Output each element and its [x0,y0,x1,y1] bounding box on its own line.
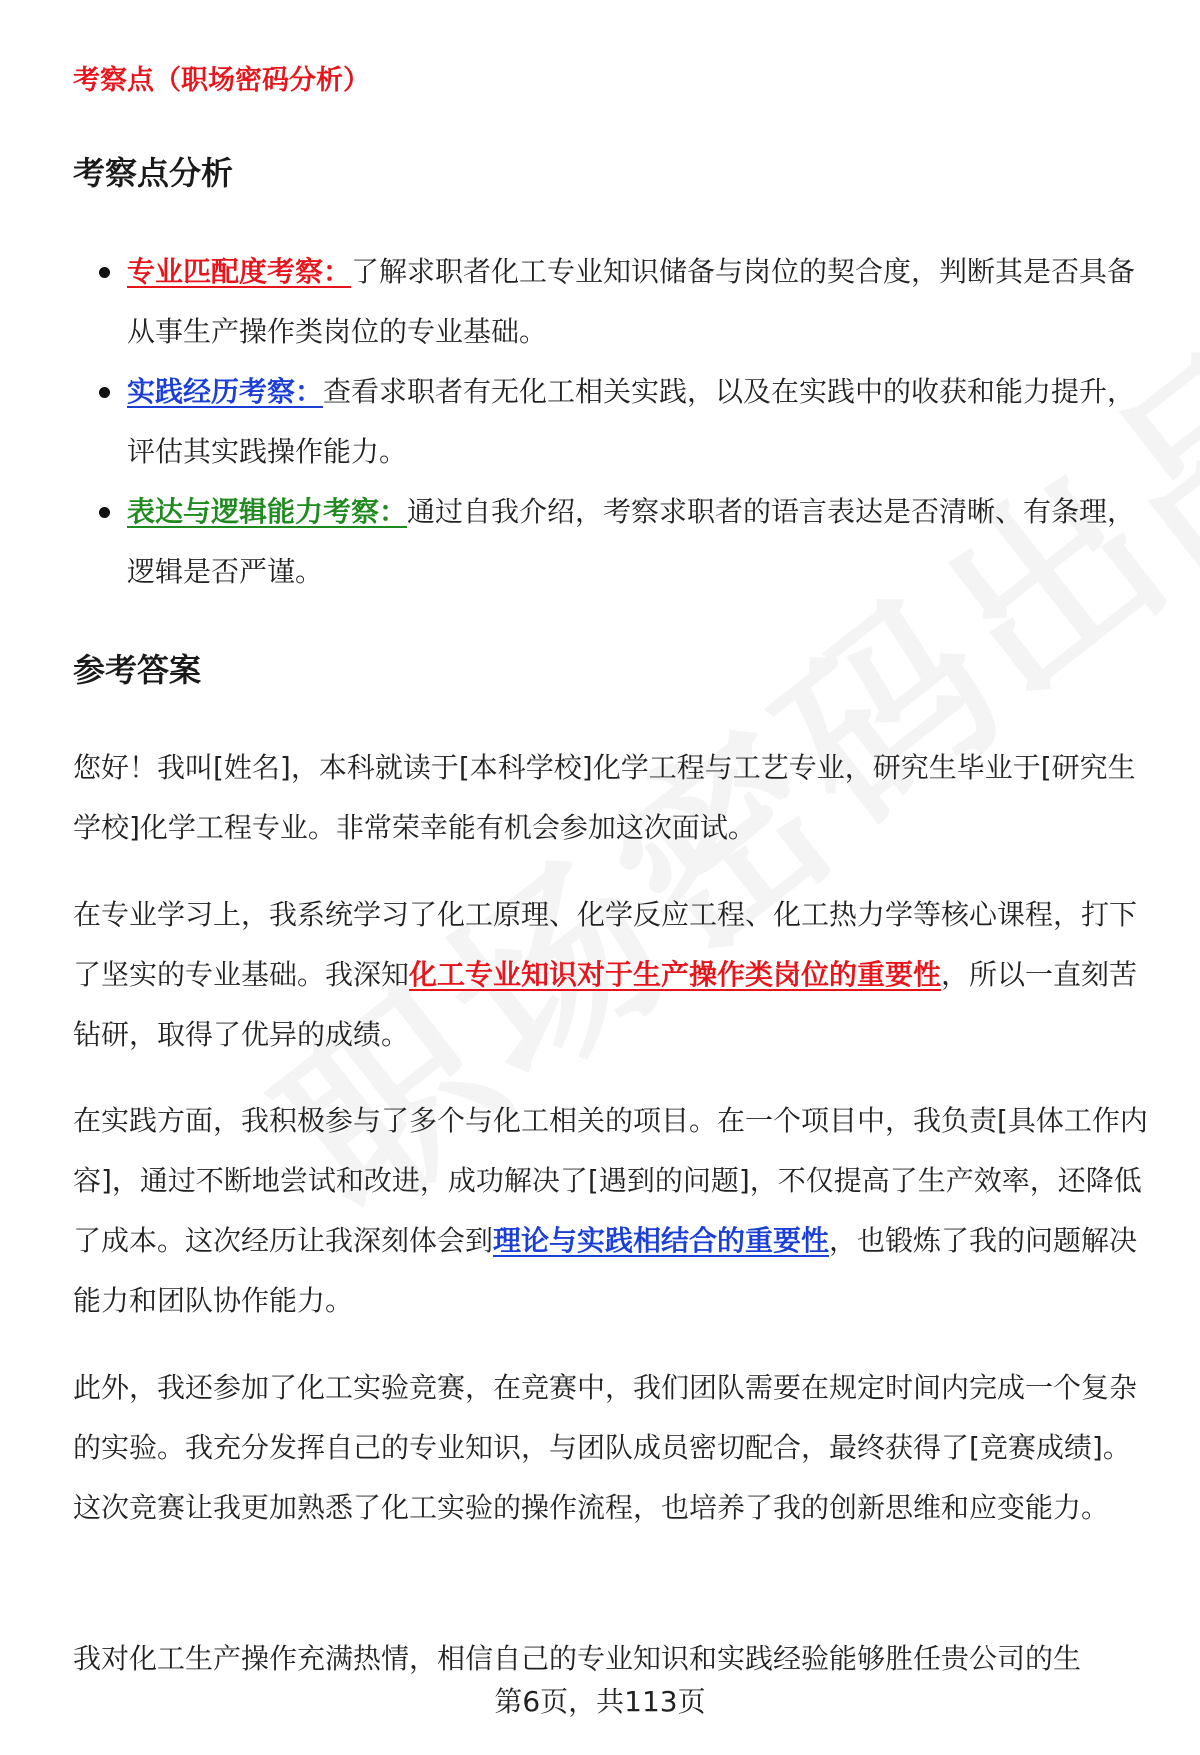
section-label: 考察点（职场密码分析） [73,65,370,96]
paragraph-text: 在实践方面，我积极参与了多个与化工相关的项目。在一个项目中，我负责[具体工作内容]，通过不断地尝试和改进，成功解决了[遇到的问题]，不仅提高了生产效率，还降低了成本。这次经历让我深刻体会到 [73,1104,1148,1257]
highlight-text: 理论与实践相结合的重要性 [493,1224,830,1257]
list-item [73,362,1153,482]
item-text: 通过自我介绍，考察求职者的语言表达是否清晰、有条理，逻辑是否严谨。 [127,495,1136,588]
paragraph-text: ，也锻炼了我的问题解决能力和团队协作能力。 [73,1224,1138,1317]
item-text: 查看求职者有无化工相关实践，以及在实践中的收获和能力提升，评估其实践操作能力。 [127,375,1136,468]
keyword-professional-match: 专业匹配度考察： [127,255,352,288]
paragraph-text: 在专业学习上，我系统学习了化工原理、化学反应工程、化工热力学等核心课程，打下了坚实的专业基础。我深知 [73,898,1138,991]
list-item [73,482,1153,602]
answer-paragraph-2 [73,885,1158,1065]
paragraph-text: ，所以一直刻苦钻研，取得了优异的成绩。 [73,958,1138,1051]
bullet-icon [99,267,110,278]
item-text: 了解求职者化工专业知识储备与岗位的契合度，判断其是否具备从事生产操作类岗位的专业基础。 [127,255,1136,348]
answer-paragraph-5: 我对化工生产操作充满热情，相信自己的专业知识和实践经验能够胜任贵公司的生 [73,1642,1082,1675]
highlight-text: 化工专业知识对于生产操作类岗位的重要性 [409,958,942,991]
page-number: 第6页，共113页 [494,1685,706,1718]
answer-heading: 参考答案 [73,651,202,689]
answer-paragraph-4: 此外，我还参加了化工实验竞赛，在竞赛中，我们团队需要在规定时间内完成一个复杂的实验。我充分发挥自己的专业知识，与团队成员密切配合，最终获得了[竞赛成绩]。这次竞赛让我更加熟悉了化工实验的操作流程，也培养了我的创新思维和应变能力。 [73,1371,1138,1524]
analysis-heading: 考察点分析 [73,154,234,192]
keyword-expression-logic: 表达与逻辑能力考察： [127,495,408,528]
answer-paragraph-3 [73,1091,1158,1331]
analysis-list [73,242,1153,602]
bullet-icon [99,387,110,398]
answer-paragraph-1: 您好！我叫[姓名]，本科就读于[本科学校]化学工程与工艺专业，研究生毕业于[研究生学校]化学工程专业。非常荣幸能有机会参加这次面试。 [73,751,1136,844]
bullet-icon [99,507,110,518]
keyword-practice-experience: 实践经历考察： [127,375,324,408]
list-item [73,242,1153,362]
